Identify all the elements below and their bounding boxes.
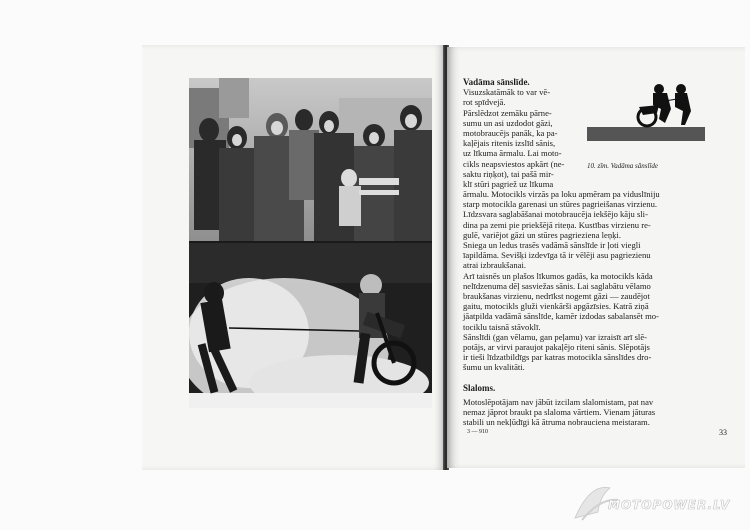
text-line: starp motocikla garenasi un stūres pagrieišanas virzienu. bbox=[463, 199, 658, 210]
text-line: ir tieši līdzatbildīgs par katras motocikla sānslīdes dro- bbox=[463, 352, 652, 363]
crowd-photo bbox=[189, 78, 432, 241]
text-line: īapildāma. Sevišķi izdevīga tā ir vēlēji asu pagriezienu bbox=[463, 250, 651, 261]
text-line: jāatpilda vadāmā sānslīde, kamēr izdodas sabalansēt mo- bbox=[463, 311, 659, 322]
text-line: nelīdzenuma dēļ sasviežas sānis. Lai saglabātu vēlamo bbox=[463, 280, 651, 291]
text-line: braukšanas virzienu, nedrīkst nogemt gāzi — zaudējot bbox=[463, 291, 650, 302]
text-line: šumu un kvalitāti. bbox=[463, 362, 525, 373]
text-line: saktu riņķot), tai pašā mir- bbox=[463, 168, 554, 179]
text-column-full bbox=[463, 189, 731, 427]
text-line: Motoslēpotājam nav jābūt izcilam slalomistam, pat nav bbox=[463, 396, 654, 407]
text-line: Visuzskatāmāk to var vē- bbox=[463, 87, 551, 98]
text-line: motobraucējs panāk, ka pa- bbox=[463, 128, 558, 139]
text-line: atrai izbraukšanai. bbox=[463, 260, 526, 271]
photo-plate bbox=[189, 78, 432, 408]
figure-caption: 10. zīm. Vadāma sānslīde bbox=[587, 162, 658, 170]
section-title-slalom: Slaloms. bbox=[463, 382, 496, 393]
text-line: potājs, ar virvi paraujot pakaļējo riteni sānis. Slēpotājs bbox=[463, 342, 650, 353]
text-line: uz līkuma ārmalu. Lai moto- bbox=[463, 148, 562, 159]
text-line: Pārslēdzot zemāku pārne- bbox=[463, 107, 552, 118]
text-line: dina pa zemi pie priekšējā riteņa. Kustības virzienu re- bbox=[463, 219, 651, 230]
text-column-narrow bbox=[463, 77, 583, 189]
text-line: Sniega un ledus trasēs vadāmā sānslīde ir ļoti viegli bbox=[463, 240, 641, 251]
text-line: Arī taisnēs un plašos līkumos gadās, ka motocikls kāda bbox=[463, 270, 653, 281]
open-book bbox=[142, 45, 746, 470]
motorcycle-skiing-photo bbox=[189, 243, 432, 408]
right-page bbox=[447, 47, 745, 468]
text-line: tociklu taisnā stāvoklī. bbox=[463, 321, 541, 332]
text-line: gulē, variējot gāzi un stūres pagrieziena leņķi. bbox=[463, 229, 621, 240]
left-page bbox=[142, 45, 446, 470]
text-line: ārmalu. Motocikls virzās pa loku apmēram pa viduslīniju bbox=[463, 189, 660, 199]
text-line: rot spīdvejā. bbox=[463, 97, 506, 108]
section-title-skid: Vadāma sānslīde. bbox=[463, 77, 530, 87]
text-line: cikls neapsviestos apkārt (ne- bbox=[463, 158, 565, 169]
text-line: kaļējais ritenis izslīd sānis, bbox=[463, 138, 556, 149]
figure-10-illustration bbox=[587, 79, 705, 149]
text-line: Līdzsvara saglabāšanai motobraucēja iekšējo kāju sli- bbox=[463, 209, 648, 220]
text-line: gaitu, motocikls gluži vienkārši apgāzīsies. Katrā ziņā bbox=[463, 301, 649, 312]
text-line: nemaz jāprot braukt pa slaloma vārtiem. Vienam jāturas bbox=[463, 407, 656, 418]
text-line: sumu un asi uzdodot gāzi, bbox=[463, 117, 553, 128]
text-line: stabili un nekļūdīgi kā ātruma nobrauciena meistaram. bbox=[463, 417, 650, 428]
text-line: Sānslīdi (gan vēlamu, gan peļamu) var izraisīt arī slē- bbox=[463, 331, 647, 342]
watermark-text: MOTOPOWER.LV bbox=[608, 498, 731, 512]
signature-mark: 3 — 910 bbox=[467, 429, 488, 435]
page-number: 33 bbox=[719, 428, 727, 437]
text-line: klī stūri pagriež uz līkuma bbox=[463, 179, 554, 190]
